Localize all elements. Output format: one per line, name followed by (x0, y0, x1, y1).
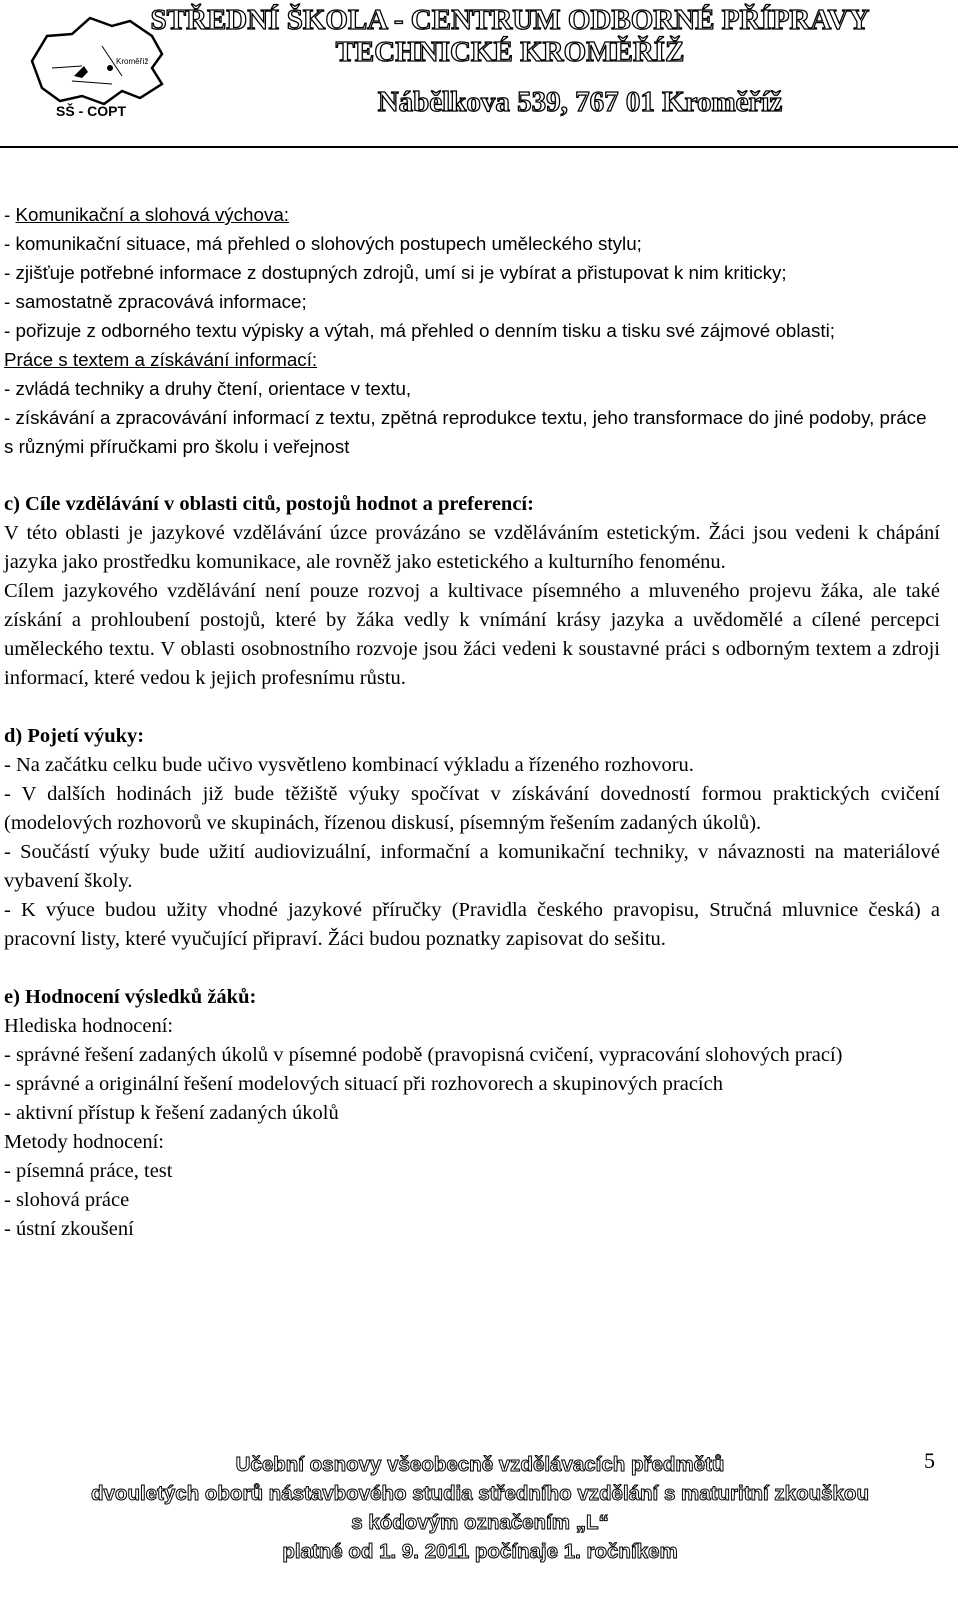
prace-s-textem-heading: Práce s textem a získávání informací: (4, 349, 318, 370)
school-address: Nábělkova 539, 767 01 Kroměříž (377, 86, 783, 118)
school-name: STŘEDNÍ ŠKOLA - CENTRUM ODBORNÉ PŘÍPRAVY TECHNICKÉ KROMĚŘÍŽ (150, 4, 870, 68)
komunikacni-heading: Komunikační a slohová výchova: (15, 204, 290, 225)
logo-city: Kroměříž (116, 57, 149, 66)
section-d-heading: d) Pojetí výuky: (4, 725, 145, 747)
list-item: - samostatně zpracovává informace; (4, 291, 307, 312)
footer-line: platné od 1. 9. 2011 počínaje 1. ročníkem (282, 1540, 678, 1563)
list-item: - správné a originální řešení modelových situací při rozhovorech a skupinových pracích (4, 1073, 723, 1095)
list-item: - správné řešení zadaných úkolů v písemné podobě (pravopisná cvičení, vypracování slohových prací) (4, 1044, 843, 1066)
section-d (4, 722, 940, 954)
section-e-heading: e) Hodnocení výsledků žáků: (4, 986, 257, 1008)
section-c (4, 490, 940, 693)
logo-text: SŠ - COPT (56, 103, 127, 119)
paragraph: V této oblasti je jazykové vzdělávání úzce provázáno se vzděláváním estetickým. Žáci jsou vedeni k chápání jazyka jako prostředku komunikace, ale rovněž jako estetického a kulturního fenoménu. (4, 522, 940, 573)
paragraph: - K výuce budou užity vhodné jazykové příručky (Pravidla českého pravopisu, Stručná mluvnice česká) a pracovní listy, které vyučující připraví. Žáci budou poznatky zapisovat do sešitu. (4, 899, 940, 950)
footer-line: Učební osnovy všeobecně vzdělávacích předmětů (235, 1453, 725, 1476)
document-body (4, 200, 940, 1244)
section-e (4, 983, 940, 1244)
page-footer (40, 1450, 920, 1566)
list-item: - komunikační situace, má přehled o slohových postupech uměleckého stylu; (4, 233, 642, 254)
list-item: - pořizuje z odborného textu výpisky a výtah, má přehled o denním tisku a tisku své zájmové oblasti; (4, 320, 835, 341)
methods-label: Metody hodnocení: (4, 1131, 164, 1153)
list-item: - zvládá techniky a druhy čtení, orientace v textu, (4, 378, 412, 399)
list-item: - získávání a zpracovávání informací z textu, zpětná reprodukce textu, jeho transformace do jiné podoby, práce s různými příručkami pro školu i veřejnost (4, 407, 927, 457)
list-item: - slohová práce (4, 1189, 130, 1211)
page-number: 5 (924, 1448, 935, 1473)
paragraph: - V dalších hodinách již bude těžiště výuky spočívat v získávání dovedností formou praktických cvičení (modelových rozhovorů ve skupinách, řízenou diskusí, písemným řešením zadaných úkolů). (4, 783, 940, 834)
list-item: - ústní zkoušení (4, 1218, 134, 1240)
footer-line: dvouletých oborů nástavbového studia středního vzdělání s maturitní zkouškou (91, 1482, 869, 1505)
paragraph: - Součástí výuky bude užití audiovizuální, informační a komunikační techniky, v návaznosti na materiálové vybavení školy. (4, 841, 940, 892)
paragraph: Cílem jazykového vzdělávání není pouze rozvoj a kultivace písemného a mluveného projevu žáka, ale také získání a prohloubení postojů, které by žáka vedly k vnímání krásy jazyka a uvědomělé a cílené percepci uměleckého textu. V oblasti osobnostního rozvoje jsou žáci vedeni k soustavné práci s odborným textem a zdroji informací, které vedou k jejich profesnímu růstu. (4, 580, 940, 689)
section-heading: - Komunikační a slohová výchova: (4, 204, 290, 225)
paragraph: - Na začátku celku bude učivo vysvětleno kombinací výkladu a řízeného rozhovoru. (4, 754, 694, 776)
header-divider (0, 146, 958, 148)
footer-line: s kódovým označením „L“ (351, 1511, 609, 1534)
section-komunikacni (4, 200, 940, 461)
list-item: - zjišťuje potřebné informace z dostupných zdrojů, umí si je vybírat a přistupovat k nim kriticky; (4, 262, 787, 283)
criteria-label: Hlediska hodnocení: (4, 1015, 174, 1037)
page-header (0, 0, 960, 150)
list-item: - písemná práce, test (4, 1160, 173, 1182)
list-item: - aktivní přístup k řešení zadaných úkolů (4, 1102, 339, 1124)
section-c-heading: c) Cíle vzdělávání v oblasti citů, postojů hodnot a preferencí: (4, 493, 534, 515)
